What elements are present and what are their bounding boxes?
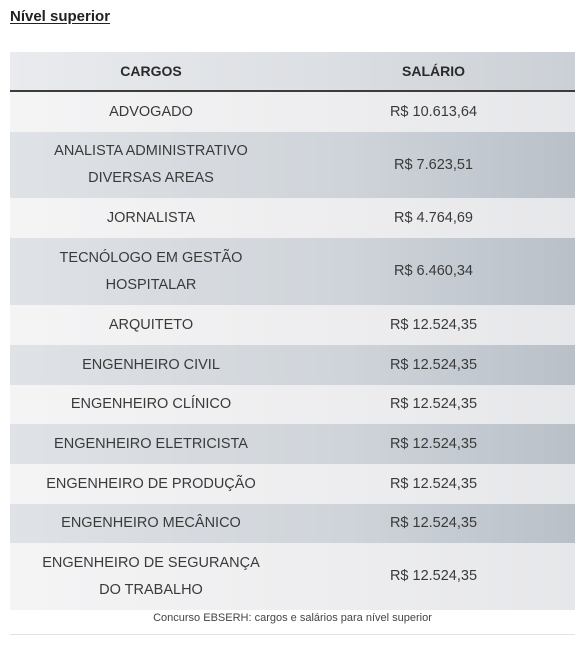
cargo-text: ENGENHEIRO CIVIL	[82, 356, 220, 373]
salario-cell: R$ 12.524,35	[389, 316, 478, 333]
salario-cell: R$ 12.524,35	[389, 356, 478, 373]
cargo-text: ENGENHEIRO CLÍNICO	[70, 396, 232, 412]
cargo-text: ADVOGADO	[109, 103, 193, 120]
cargo-cell	[10, 385, 292, 424]
table-row	[10, 132, 575, 198]
cargo-cell	[10, 305, 292, 345]
salario-cell: R$ 6.460,34	[393, 263, 473, 279]
cargo-cell	[10, 132, 292, 198]
section-heading[interactable]: Nível superior	[10, 8, 111, 25]
table-row	[10, 198, 575, 238]
cargo-text: ENGENHEIRO ELETRICISTA	[54, 435, 248, 452]
header-cargos: CARGOS	[120, 62, 182, 79]
salario-cell: R$ 12.524,35	[389, 568, 478, 584]
table-row	[10, 464, 575, 504]
salario-cell: R$ 10.613,64	[389, 103, 478, 120]
table-caption: Concurso EBSERH: cargos e salários para nível superior	[153, 612, 432, 624]
cargo-cell	[10, 238, 292, 305]
cargo-cell	[10, 464, 292, 504]
cargo-cell	[10, 504, 292, 543]
table-row	[10, 385, 575, 424]
salario-cell: R$ 12.524,35	[389, 435, 478, 452]
cargo-text: JORNALISTA	[106, 209, 196, 226]
cargo-cell	[10, 198, 292, 238]
table-row	[10, 345, 575, 385]
cargo-cell	[10, 424, 292, 464]
table-row	[10, 504, 575, 543]
salario-cell: R$ 7.623,51	[393, 156, 473, 173]
cargo-text: ENGENHEIRO DE SEGURANÇA DO TRABALHO	[42, 554, 260, 598]
table-row	[10, 305, 575, 345]
table-row	[10, 238, 575, 305]
salario-cell: R$ 12.524,35	[389, 475, 478, 492]
cargo-cell	[10, 543, 292, 610]
cargo-cell	[10, 92, 292, 132]
cargo-cell	[10, 345, 292, 385]
salario-cell: R$ 4.764,69	[393, 209, 473, 226]
table-row	[10, 424, 575, 464]
table-row	[10, 543, 575, 610]
cargo-text: ENGENHEIRO DE PRODUÇÃO	[46, 475, 256, 492]
table-row	[10, 92, 575, 132]
cargo-text: TECNÓLOGO EM GESTÃO HOSPITALAR	[59, 249, 243, 293]
salario-cell: R$ 12.524,35	[389, 515, 478, 531]
cargo-text: ARQUITETO	[108, 316, 194, 333]
salary-table	[10, 52, 575, 610]
header-salario: SALÁRIO	[402, 62, 465, 79]
cargo-text: ANALISTA ADMINISTRATIVO DIVERSAS AREAS	[54, 143, 248, 186]
cargo-text: ENGENHEIRO MECÂNICO	[61, 515, 241, 531]
caption-divider	[10, 634, 575, 635]
salario-cell: R$ 12.524,35	[389, 396, 478, 412]
table-header	[10, 52, 575, 92]
